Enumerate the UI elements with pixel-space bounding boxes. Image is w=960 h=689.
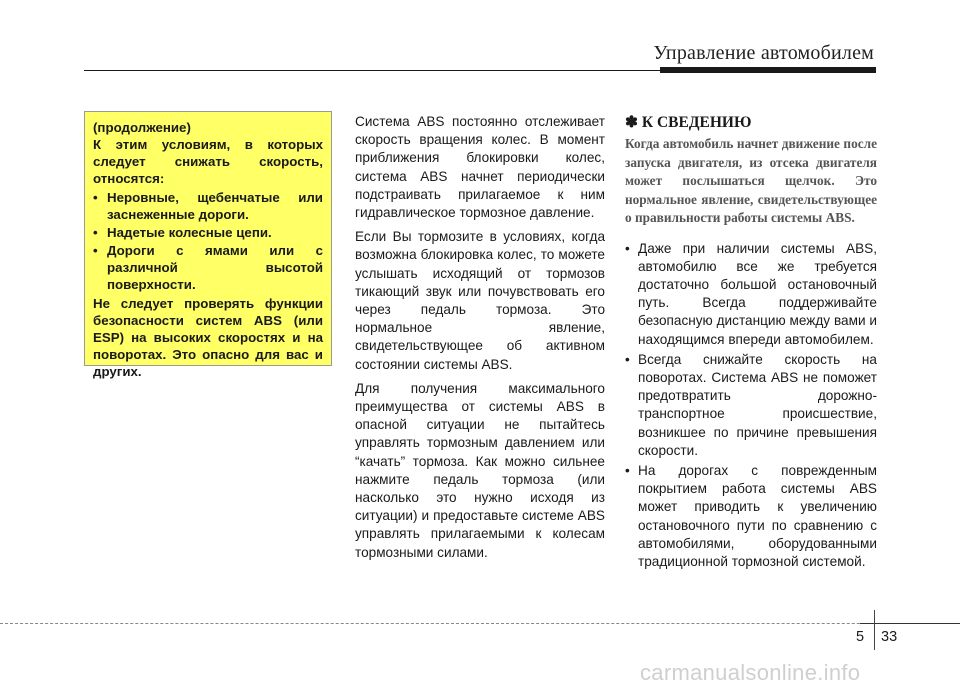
body-paragraph: Для получения максимального преимущества от системы ABS в опасной ситуации не пытайтесь управлять тормозным давлением или “качать” тормоза. Как можно сильнее нажмите педаль тормоза (или насколько это нужно исходя из ситуации) и предоставьте системе ABS управлять прилагаемыми к колесам тормозными силами.	[355, 380, 605, 560]
note-item: • Всегда снижайте скорость на поворотах. Система ABS не поможет предотвратить дорожно-транспортное происшествие, возникшее по причине превышения скорости.	[625, 351, 877, 460]
page-number: 33	[881, 629, 898, 645]
note-list	[625, 240, 877, 572]
footer-rule	[0, 623, 960, 624]
note-item: • Даже при наличии системы ABS, автомобилю все же требуется достаточно большой остановочный путь. Всегда поддерживайте безопасную дистанцию между вами и находящимся впереди автомобилем.	[625, 240, 877, 349]
warning-closing: Не следует проверять функции безопасности систем ABS (или ESP) на высоких скоростях и на поворотах. Это опасно для вас и других.	[93, 296, 323, 379]
warning-item: • Неровные, щебенчатые или заснеженные дороги.	[93, 189, 323, 223]
header-rule-accent	[660, 67, 876, 73]
warning-list	[93, 189, 323, 293]
warning-lead: К этим условиям, в которых следует снижать скорость, относятся:	[93, 137, 323, 186]
warning-box	[84, 111, 332, 379]
warning-item: • Дороги с ямами или с различной высотой поверхности.	[93, 242, 323, 293]
middle-column	[355, 113, 605, 568]
watermark: carmanualsonline.info	[640, 660, 861, 685]
footer-rule-accent	[860, 623, 960, 624]
chapter-number: 5	[856, 629, 865, 645]
note-text: Когда автомобиль начнет движение после запуска двигателя, из отсека двигателя может послышаться щелчок. Это нормальное явление, свидетельствующее о правильности работы системы ABS.	[625, 136, 877, 225]
warning-item: • Надетые колесные цепи.	[93, 224, 323, 241]
note-title: ✽ К СВЕДЕНИЮ	[625, 114, 752, 131]
body-paragraph: Система ABS постоянно отслеживает скорость вращения колес. В момент приближения блокировки колес, система ABS начнет периодически подстраивать прилагаемое к ним гидравлическое тормозное давление.	[355, 114, 605, 221]
body-paragraph: Если Вы тормозите в условиях, когда возможна блокировка колес, то можете услышать исходящий от тормозов тикающий звук или почувствовать его через педаль тормоза. Это нормальное явление, свидетельствующее об активном состоянии системы ABS.	[355, 229, 605, 372]
section-title: Управление автомобилем	[653, 42, 874, 64]
warning-continued: (продолжение)	[93, 120, 191, 135]
note-item: • На дорогах с поврежденным покрытием работа системы ABS может приводить к увеличению остановочного пути по сравнению с автомобилями, оборудованными традиционной тормозной системой.	[625, 462, 877, 571]
page-number-divider	[874, 610, 875, 650]
note-column	[625, 113, 877, 573]
